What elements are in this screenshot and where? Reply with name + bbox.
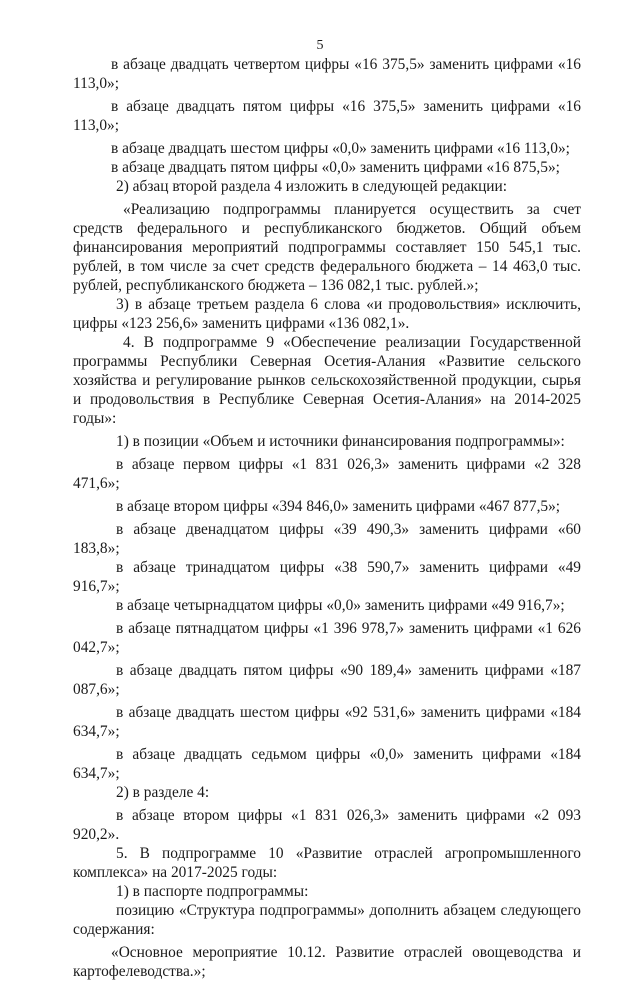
paragraph: 1) в паспорте подпрограммы:: [116, 883, 309, 900]
paragraph: в абзаце четырнадцатом цифры «0,0» заменить цифрами «49 916,7»;: [116, 597, 565, 614]
paragraph: в абзаце тринадцатом цифры «38 590,7» заменить цифрами «49 916,7»;: [73, 559, 581, 595]
paragraph: 2) в разделе 4:: [116, 784, 210, 801]
paragraph: 2) абзац второй раздела 4 изложить в следующей редакции:: [116, 178, 508, 195]
paragraph: в абзаце двадцать четвертом цифры «16 375,5» заменить цифрами «16 113,0»;: [73, 56, 581, 92]
page-number: 5: [316, 38, 324, 53]
paragraph: в абзаце двадцать пятом цифры «16 375,5» заменить цифрами «16 113,0»;: [73, 98, 581, 134]
paragraph: в абзаце втором цифры «394 846,0» заменить цифрами «467 877,5»;: [116, 498, 561, 515]
paragraph: 5. В подпрограмме 10 «Развитие отраслей агропромышленного комплекса» на 2017-2025 годы:: [73, 845, 581, 881]
paragraph: в абзаце втором цифры «1 831 026,3» заменить цифрами «2 093 920,2».: [73, 807, 581, 843]
paragraph: «Реализацию подпрограммы планируется осуществить за счет средств федерального и республиканского бюджетов. Общий объем финансирования мероприятий подпрограммы составляет 150 545,1 тыс. рублей, в том числе за счет средств федерального бюджета – 14 463,0 тыс. рублей, республиканского бюджета – 136 082,1 тыс. рублей.»;: [73, 201, 581, 294]
paragraph: в абзаце двадцать шестом цифры «0,0» заменить цифрами «16 113,0»;: [111, 140, 570, 157]
paragraph: 1) в позиции «Объем и источники финансирования подпрограммы»:: [116, 433, 565, 450]
paragraph: в абзаце двадцать седьмом цифры «0,0» заменить цифрами «184 634,7»;: [73, 746, 581, 782]
paragraph: в абзаце двадцать пятом цифры «90 189,4» заменить цифрами «187 087,6»;: [73, 662, 581, 698]
document-body: [73, 55, 581, 981]
paragraph: 3) в абзаце третьем раздела 6 слова «и продовольствия» исключить, цифры «123 256,6» заменить цифрами «136 082,1».: [73, 296, 581, 332]
paragraph: «Основное мероприятие 10.12. Развитие отраслей овощеводства и картофелеводства.»;: [73, 944, 581, 980]
paragraph: в абзаце пятнадцатом цифры «1 396 978,7» заменить цифрами «1 626 042,7»;: [73, 620, 581, 656]
paragraph: в абзаце первом цифры «1 831 026,3» заменить цифрами «2 328 471,6»;: [73, 456, 581, 492]
paragraph: в абзаце двадцать пятом цифры «0,0» заменить цифрами «16 875,5»;: [111, 159, 560, 176]
paragraph: позицию «Структура подпрограммы» дополнить абзацем следующего содержания:: [73, 902, 581, 938]
paragraph: в абзаце двадцать шестом цифры «92 531,6» заменить цифрами «184 634,7»;: [73, 704, 581, 740]
paragraph: 4. В подпрограмме 9 «Обеспечение реализации Государственной программы Республики Северная Осетия-Алания «Развитие сельского хозяйства и регулирование рынков сельскохозяйственной продукции, сырья и продовольствия в Республике Северная Осетия-Алания» на 2014-2025 годы»:: [73, 334, 581, 427]
paragraph: в абзаце двенадцатом цифры «39 490,3» заменить цифрами «60 183,8»;: [73, 521, 581, 557]
